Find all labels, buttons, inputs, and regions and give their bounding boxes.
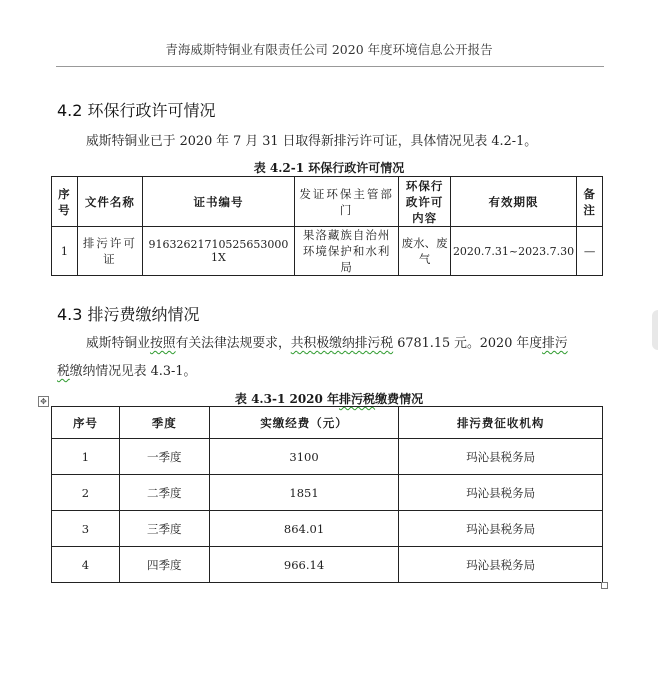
cell: 玛沁县税务局 (399, 475, 603, 511)
move-icon[interactable]: ✥ (38, 396, 49, 407)
para-text: 威斯特铜业 (86, 336, 150, 351)
cell: 864.01 (209, 511, 399, 547)
table-header-row (52, 177, 603, 227)
para-text: 有关法律法规要求， (175, 336, 291, 351)
cell: 4 (52, 547, 120, 583)
caption-text: 缴费情况 (375, 392, 424, 406)
table-row (52, 227, 603, 276)
table-4-2-1-caption: 表 4.2-1 环保行政许可情况 (253, 161, 405, 175)
col-header: 发证环保主管部门 (294, 177, 398, 227)
col-header: 文件名称 (77, 177, 142, 227)
col-header: 实缴经费（元） (209, 407, 399, 439)
col-header: 序号 (52, 177, 78, 227)
col-header: 环保行政许可内容 (399, 177, 451, 227)
cell: 2020.7.31~2023.7.30 (450, 227, 576, 276)
header-divider (56, 66, 604, 67)
cell: 四季度 (119, 547, 209, 583)
table-4-3-1-caption (0, 390, 658, 407)
cell: 一季度 (119, 439, 209, 475)
para-text-flagged: 按照 (149, 336, 176, 351)
caption-text-flagged: 排污税 (339, 392, 376, 406)
cell: 1851 (209, 475, 399, 511)
col-header: 排污费征收机构 (399, 407, 603, 439)
permit-table (51, 176, 603, 276)
table-row (52, 439, 603, 475)
cell: 废水、废气 (399, 227, 451, 276)
col-header: 证书编号 (143, 177, 295, 227)
tax-payment-table (51, 406, 603, 583)
resize-handle[interactable] (601, 582, 608, 589)
cell: 3100 (209, 439, 399, 475)
cell: 果洛藏族自治州环境保护和水利局 (294, 227, 398, 276)
col-header: 序号 (52, 407, 120, 439)
cell: 排污许可证 (77, 227, 142, 276)
col-header: 有效期限 (450, 177, 576, 227)
table-header-row (52, 407, 603, 439)
scroll-edge-tab[interactable] (652, 310, 658, 350)
cell: 玛沁县税务局 (399, 439, 603, 475)
cell: 2 (52, 475, 120, 511)
para-text-flagged: 排污 (542, 336, 568, 351)
section-4-2-paragraph: 威斯特铜业已于 2020 年 7 月 31 日取得新排污许可证，具体情况见表 4.2-1。 (86, 134, 538, 149)
table-row (52, 511, 603, 547)
cell: 966.14 (209, 547, 399, 583)
cell: 二季度 (119, 475, 209, 511)
para-text: 6781.15 元。2020 年度 (393, 336, 543, 351)
section-4-3-paragraph-line1 (86, 330, 606, 358)
cell: — (577, 227, 603, 276)
table-row (52, 547, 603, 583)
caption-text: 表 4.3-1 2020 年 (234, 392, 340, 406)
para-text-flagged: 共积极缴纳排污税 (290, 336, 394, 351)
para-text: 缴纳情况见表 4.3-1。 (69, 364, 197, 379)
cell: 玛沁县税务局 (399, 547, 603, 583)
table-row (52, 475, 603, 511)
cell: 三季度 (119, 511, 209, 547)
page-header: 青海威斯特铜业有限责任公司 2020 年度环境信息公开报告 (165, 42, 493, 57)
cell: 1 (52, 227, 78, 276)
cell: 91632621710525653000 1X (143, 227, 295, 276)
cell: 3 (52, 511, 120, 547)
para-text-flagged: 税 (57, 364, 70, 379)
col-header: 季度 (119, 407, 209, 439)
col-header: 备注 (577, 177, 603, 227)
cell: 1 (52, 439, 120, 475)
cell: 玛沁县税务局 (399, 511, 603, 547)
section-4-3-paragraph-line2 (57, 358, 196, 386)
section-heading-4-3: 4.3 排污费缴纳情况 (57, 305, 200, 324)
section-heading-4-2: 4.2 环保行政许可情况 (57, 101, 216, 120)
